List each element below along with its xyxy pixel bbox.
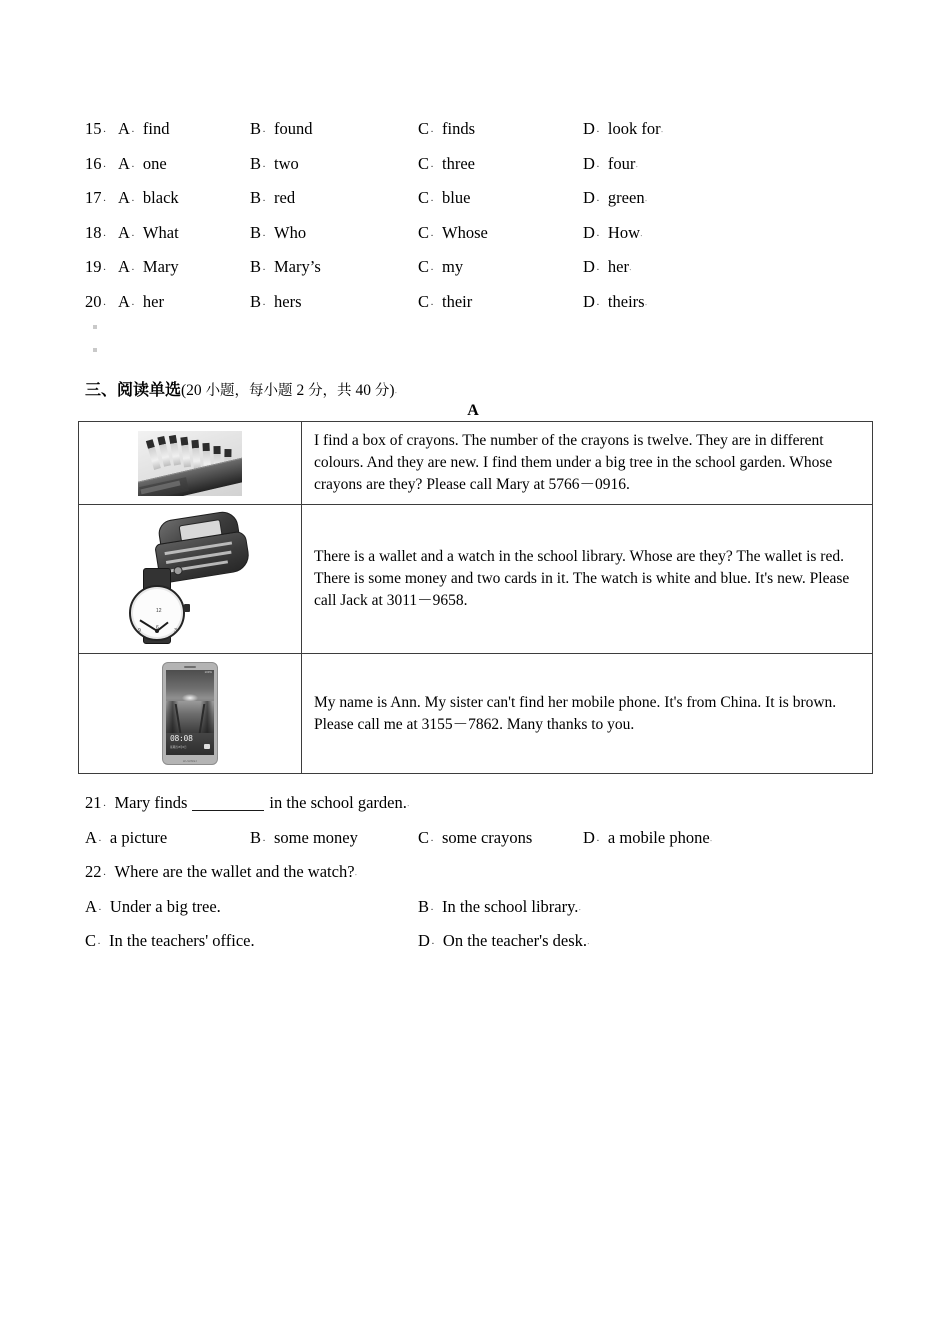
option-a[interactable]: A ．one [118,147,167,183]
separator-dot: ． [596,296,607,308]
stray-mark [93,348,97,352]
separator-dot: ． [103,193,113,204]
question-21-stem: 21 ．Mary finds in the school garden.． [85,786,885,821]
mc-row [85,250,875,285]
question-number: 15 ． [85,112,115,148]
option-b[interactable]: B ．In the school library.． [418,890,587,926]
trailing-mark: ． [644,296,654,307]
option-c[interactable]: C ．Whose [418,216,488,252]
option-a[interactable]: A ．Under a big tree. [85,890,221,926]
separator-dot: ． [262,262,273,273]
crayons-photo-cell [79,422,302,505]
option-b[interactable]: B ．some money [250,821,358,857]
passage-text-a: I find a box of crayons. The number of the crayons is twelve. They are in different colours. And they are new. I find them under a big tree in the school garden. Whose crayons are they? Please call Mary at 5766－0916. [302,422,873,505]
question-22-options-row-1 [85,890,885,925]
section-heading [85,377,404,400]
trailing-mark: ． [644,193,654,203]
trailing-mark: ． [578,901,588,912]
separator-dot: ． [430,193,441,204]
option-d[interactable]: D ．On the teacher's desk.． [418,924,596,960]
table-row [79,422,873,505]
separator-dot: ． [262,832,273,844]
phone-screen [166,670,214,755]
wallet-watch-image-cell [79,505,302,654]
trailing-mark: ． [354,867,364,877]
separator-dot: ． [131,193,142,204]
separator-dot: ． [103,867,113,878]
separator-dot: ． [596,124,607,135]
separator-dot: ． [262,296,273,308]
stray-mark [93,325,97,329]
option-d[interactable]: D ．four． [583,147,644,183]
mc-row [85,181,875,216]
question-number: 20 ． [85,285,115,321]
trailing-mark: ． [660,124,670,134]
passage-text-c: My name is Ann. My sister can't find her mobile phone. It's from China. It is brown. Please call me at 3155－7862. Many thanks to you. [302,654,873,774]
passage-label: A [467,402,479,419]
separator-dot: ． [131,262,142,273]
option-b[interactable]: B ．Who [250,216,306,252]
option-d[interactable]: D ．green． [583,181,654,217]
table-row [79,654,873,774]
separator-dot: ． [103,798,113,809]
mc-row [85,112,875,147]
separator-dot: ． [103,124,113,135]
trailing-mark: ． [587,936,597,946]
option-d[interactable]: D ．her． [583,250,638,286]
question-number: 18 ． [85,216,115,252]
separator-dot: ． [103,296,113,308]
question-number: 16 ． [85,147,115,183]
option-b[interactable]: B ．hers [250,285,302,321]
crayons-photo [138,431,242,496]
multiple-choice-block [85,112,875,319]
phone-speaker [184,666,196,668]
option-c[interactable]: C ．my [418,250,463,286]
table-row [79,505,873,654]
camera-icon [204,744,210,749]
option-a[interactable]: A ．What [118,216,179,252]
trailing-mark: ． [629,262,639,272]
separator-dot: ． [262,158,273,170]
question-number: 19 ． [85,250,115,286]
separator-dot: ． [262,227,273,239]
mc-row [85,285,875,320]
separator-dot: ． [262,124,273,135]
option-a[interactable]: A ．Mary [118,250,179,286]
separator-dot: ． [103,262,113,273]
reading-passage-table [78,421,873,774]
option-b[interactable]: B ．two [250,147,299,183]
question-22-options-row-2 [85,924,885,959]
option-a[interactable]: A ．black [118,181,179,217]
separator-dot: ． [430,901,441,913]
option-b[interactable]: B ．red [250,181,295,217]
mobile-phone-image-cell [79,654,302,774]
phone-status-text: 100% [204,671,212,674]
option-c[interactable]: C ．blue [418,181,470,217]
separator-dot: ． [97,936,108,947]
option-b[interactable]: B ．found [250,112,313,148]
separator-dot: ． [596,262,607,273]
trailing-mark: ． [406,798,416,808]
trailing-mark: ． [640,227,650,238]
option-a[interactable]: A ．a picture [85,821,167,857]
trailing-mark: ． [635,158,645,169]
option-b[interactable]: B ．Mary’s [250,250,321,286]
separator-dot: ． [430,124,441,135]
separator-dot: ． [430,262,441,273]
option-d[interactable]: D ．look for． [583,112,670,148]
option-c[interactable]: C ．finds [418,112,475,148]
option-d[interactable]: D ．a mobile phone． [583,821,719,857]
separator-dot: ． [131,227,142,239]
separator-dot: ． [262,193,273,204]
pier-wallpaper [166,701,214,733]
separator-dot: ． [596,227,607,239]
passage-text-b: There is a wallet and a watch in the school library. Whose are they? The wallet is red. There is some money and two cards in it. The watch is white and blue. It's new. Please call Jack at 3011－9658. [302,505,873,654]
phone-date-text: 星期四 8月6日 [170,746,187,749]
separator-dot: ． [103,227,113,239]
question-21-options [85,821,885,856]
separator-dot: ． [596,832,607,844]
question-number: 17 ． [85,181,115,217]
option-c[interactable]: C ．In the teachers' office. [85,924,255,960]
trailing-mark: ． [709,832,719,843]
separator-dot: ． [103,158,113,170]
question-22-stem: 22 ．Where are the wallet and the watch?． [85,855,885,890]
mobile-phone-photo [162,662,218,765]
separator-dot: ． [98,901,109,913]
watch-icon: 12 3 9 [127,568,187,644]
mc-row [85,147,875,182]
separator-dot: ． [430,296,441,308]
section-meta: (20 小题，每小题 2 分，共 40 分) [181,382,395,399]
option-d[interactable]: D ．theirs． [583,285,654,321]
answer-blank[interactable] [192,810,264,811]
separator-dot: ． [131,124,142,135]
separator-dot: ． [430,158,441,170]
separator-dot: ． [131,296,142,308]
separator-dot: ． [98,832,109,844]
separator-dot: ． [430,227,441,239]
option-d[interactable]: D ．How． [583,216,649,252]
option-c[interactable]: C ．three [418,147,475,183]
option-a[interactable]: A ．find [118,112,170,148]
separator-dot: ． [430,832,441,844]
option-c[interactable]: C ．their [418,285,472,321]
trailing-mark: ． [394,385,404,395]
phone-brand-text: HUAWEI [182,759,198,763]
wallet-and-watch-illustration [125,513,255,645]
phone-clock-text: 08:08 [170,734,193,743]
option-c[interactable]: C ．some crayons [418,821,532,857]
separator-dot: ． [131,158,142,170]
mc-row [85,216,875,251]
option-a[interactable]: A ．her [118,285,164,321]
section-title: 三、阅读单选 [85,380,182,399]
separator-dot: ． [596,193,607,204]
reading-questions-block [85,786,885,959]
separator-dot: ． [431,936,442,947]
separator-dot: ． [596,158,607,170]
